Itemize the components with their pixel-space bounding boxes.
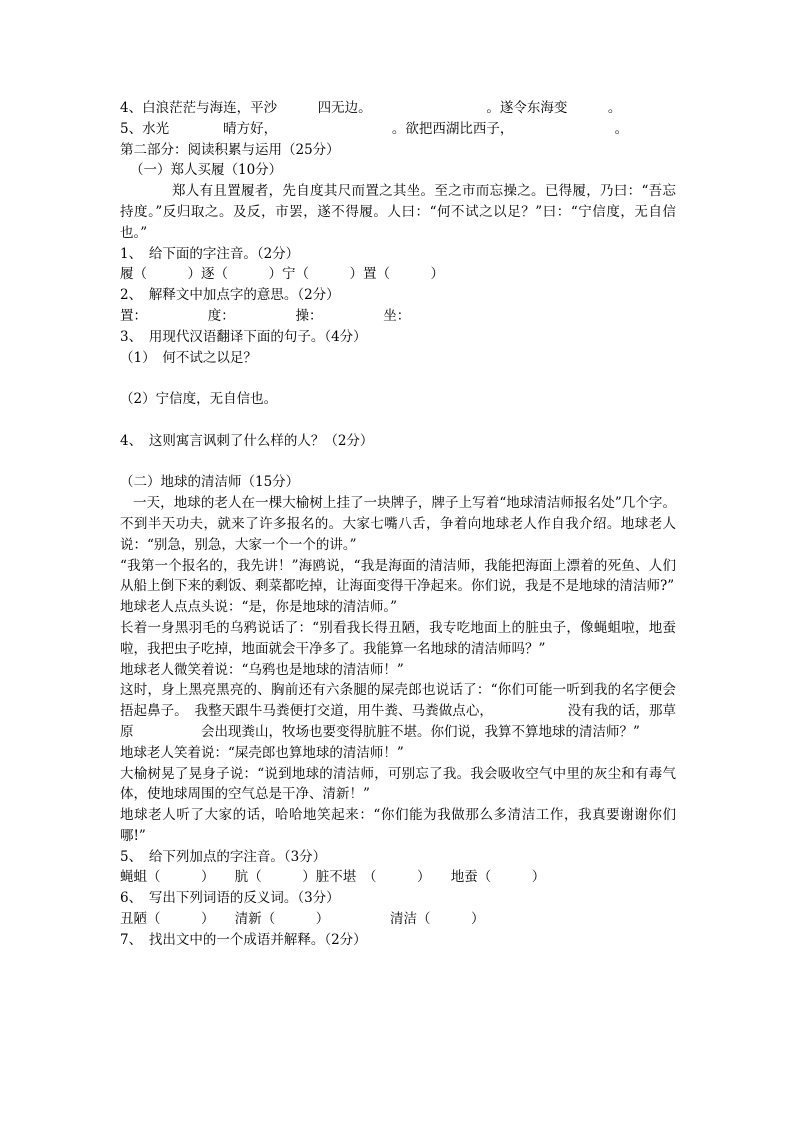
question-1-answer-line: 履（ ）逐（ ）宁（ ）置（ ） <box>120 266 444 283</box>
answer-space <box>120 410 676 431</box>
section-2-paragraph: 一天，地球的老人在一棵大榆树上挂了一块牌子，牌子上写着“地球清洁师报名处”几个字。不到半天功夫，就来了许多报名的。大家七嘴八舌，争着向地球老人作自我介绍。地球老人说：“别急，别急，大家一个一个的讲。” <box>120 495 676 553</box>
question-3: 3、 用现代汉语翻译下面的句子。（4分） <box>120 328 367 345</box>
section-2-paragraph: 地球老人听了大家的话，哈哈地笑起来：“你们能为我做那么多清洁工作，我真要谢谢你们哪!” <box>120 807 676 844</box>
question-1: 1、 给下面的字注音。（2分） <box>120 245 300 262</box>
question-6: 6、 写出下列词语的反义词。（3分） <box>120 890 340 907</box>
answer-space <box>120 368 676 389</box>
section-1-passage: 郑人有且置履者，先自度其尺而置之其坐。至之市而忘操之。已得履，乃曰：“吾忘持度。”反归取之。及反，市罢，遂不得履。人曰：“何不试之以足？”曰：“宁信度，无自信也。” <box>120 183 676 241</box>
question-6-answer-line: 丑陋（ ） 清新（ ） 清洁（ ） <box>120 911 485 928</box>
question-2: 2、 解释文中加点字的意思。（2分） <box>120 287 340 304</box>
question-3-item-1: （1） 何不试之以足？ <box>120 349 257 366</box>
question-7: 7、 找出文中的一个成语并解释。（2分） <box>120 931 367 948</box>
part-2-title: 第二部分：阅读积累与运用（25分） <box>120 141 340 158</box>
section-2-paragraph: “我第一个报名的，我先讲！”海鸥说，“我是海面的清洁师，我能把海面上漂着的死鱼、人们从船上倒下来的剩饭、剩菜都吃掉，让海面变得干净起来。你们说，我是不是地球的清洁师?” <box>120 557 676 595</box>
section-1-title: （一）郑人买履（10分） <box>130 162 283 179</box>
section-2-paragraph: 长着一身黑羽毛的乌鸦说话了：“别看我长得丑陋，我专吃地面上的脏虫子，像蝇蛆啦，地蚕啦，我把虫子吃掉，地面就会干净多了。我能算一名地球的清洁师吗？” <box>120 619 676 657</box>
section-2-paragraph: 大榆树晃了晃身子说：“说到地球的清洁师，可别忘了我。我会吸收空气中里的灰尘和有毒气体，使地球周围的空气总是干净、清新！” <box>120 765 676 803</box>
question-3-item-2: （2）宁信度，无自信也。 <box>120 391 278 408</box>
question-5: 5、 给下列加点的字注音。（3分） <box>120 848 327 865</box>
section-2-paragraph: 地球老人微笑着说：“乌鸦也是地球的清洁师！” <box>120 661 404 678</box>
question-5-answer-line: 蝇蛆（ ） 肮（ ）脏不堪 （ ） 地蚕（ ） <box>120 869 546 886</box>
section-2-paragraph: 地球老人点点头说：“是，你是地球的清洁师。” <box>120 599 398 616</box>
question-2-answer-line: 置： 度： 操： 坐： <box>120 307 411 324</box>
section-2-paragraph: 地球老人笑着说：“屎壳郎也算地球的清洁师！” <box>120 744 404 761</box>
question-4: 4、 这则寓言讽刺了什么样的人？（2分） <box>120 432 374 449</box>
exam-page <box>120 98 676 951</box>
poem-question-5: 5、水光 晴方好， 。欲把西湖比西子， 。 <box>120 120 629 137</box>
poem-question-4: 4、白浪茫茫与海连，平沙 四无边。 。遂令东海变 。 <box>120 100 622 116</box>
section-2-title: （二）地球的清洁师（15分） <box>120 474 300 491</box>
answer-space <box>120 452 676 473</box>
section-2-paragraph: 这时，身上黑亮黑亮的、胸前还有六条腿的屎壳郎也说话了：“你们可能一听到我的名字便会捂起鼻子。 我整天跟牛马粪便打交道，用牛粪、马粪做点心， 没有我的话，那草原 会出现粪山，牧场也要变得肮脏不堪。你们说，我算不算地球的清洁师？” <box>120 682 676 740</box>
